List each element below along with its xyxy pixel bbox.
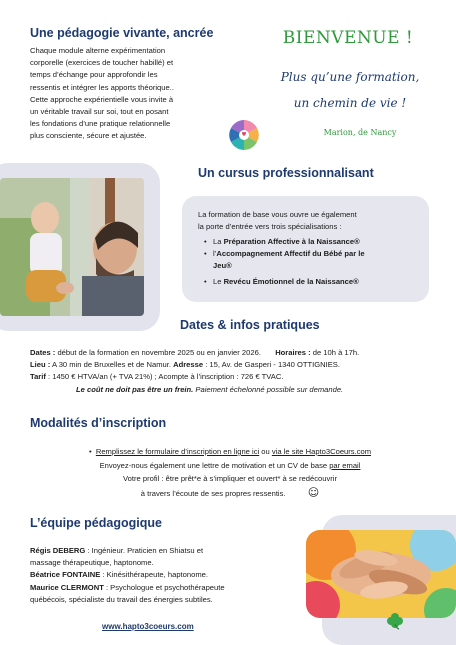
member-name: Maurice CLERMONT	[30, 582, 104, 592]
bullet: •	[88, 447, 96, 456]
pedagogy-line: temps d’échange pour approfondir les	[30, 70, 158, 80]
hands-photo	[306, 530, 456, 618]
place-line	[30, 359, 440, 371]
smiley-icon: ☺	[307, 485, 320, 499]
site-link[interactable]: via le site Hapto3Coeurs.com	[271, 447, 372, 456]
list-item	[213, 248, 423, 260]
pedagogy-line: Cette approche expérientielle vous invite à	[30, 94, 174, 104]
pedagogy-line: corporelle (exercices de toucher habillé) et	[30, 58, 174, 68]
team-member	[30, 545, 290, 557]
or-text: ou	[259, 447, 272, 456]
member-name: Béatrice FONTAINE	[30, 570, 101, 580]
list-item	[213, 236, 423, 248]
payment-note-rest: Paiement échelonné possible sur demande.	[193, 384, 344, 394]
welcome-title: BIENVENUE !	[282, 28, 414, 48]
cursus-intro-line2: la porte d’entrée vers trois spécialisations :	[198, 222, 342, 232]
dates-label: Dates :	[30, 348, 56, 357]
team-title: L’équipe pédagogique	[30, 516, 162, 530]
profile-line2	[30, 486, 430, 501]
cursus-intro-line1: La formation de base vous ouvre ue également	[198, 210, 357, 219]
welcome-tagline-line1: Plus qu’une formation,	[280, 70, 420, 84]
email-link[interactable]: par email	[329, 460, 361, 470]
rate-value: : 1450 € HTVA/an (+ TVA 21%) ; Acompte à l’inscription : 726 € TVAC.	[45, 372, 284, 382]
dates-title: Dates & infos pratiques	[180, 318, 320, 332]
father-baby-photo	[0, 178, 144, 316]
profile-line1: Votre profil : être prêt*e à s’impliquer et ouvert* à se redécouvrir	[123, 474, 337, 483]
member-desc-continuation: québécois, spécialiste du travail des énergies subtiles.	[30, 594, 213, 604]
item-prefix: Le	[213, 276, 224, 286]
dates-value: début de la formation en novembre 2025 ou en janvier 2026.	[55, 348, 261, 357]
dates-info	[30, 347, 440, 396]
item-label-continuation: Jeu®	[213, 261, 232, 271]
rate-line	[30, 371, 440, 383]
clover-icon	[386, 612, 404, 630]
pedagogy-text	[30, 45, 213, 143]
address-label: Adresse	[173, 360, 204, 370]
welcome-signature: Marion, de Nancy	[323, 128, 397, 137]
hapto-logo-icon	[227, 118, 261, 152]
member-desc: : Psychologue et psychothérapeute	[103, 582, 225, 592]
pedagogy-line: plus consciente, sécure et ajustée.	[30, 131, 147, 141]
rate-label: Tarif	[30, 372, 46, 382]
list-item	[213, 276, 423, 288]
place-value: A 30 min de Bruxelles et de Namur.	[50, 360, 171, 370]
welcome-tagline-line2: un chemin de vie !	[293, 96, 407, 110]
website-link[interactable]: www.hapto3coeurs.com	[102, 622, 194, 631]
member-desc-continuation: massage thérapeutique, haptonome.	[30, 558, 154, 568]
cursus-title: Un cursus professionnalisant	[198, 166, 374, 180]
letter-line	[30, 459, 430, 473]
team-member	[30, 569, 290, 581]
team-members	[30, 545, 290, 606]
letter-text: Envoyez-nous également une lettre de motivation et un CV de base	[99, 460, 330, 470]
payment-note	[30, 384, 440, 396]
item-prefix: l’	[213, 249, 217, 259]
member-desc: : Kinésithérapeute, haptonome.	[100, 570, 208, 580]
member-name: Régis DEBERG	[30, 546, 86, 555]
item-label: Accompagnement Affectif du Bébé par le	[216, 249, 365, 259]
registration-links-line	[30, 445, 430, 459]
hours-label: Horaires :	[275, 348, 311, 357]
place-label: Lieu :	[30, 360, 51, 370]
item-label: Revécu Émotionnel de la Naissance®	[223, 276, 359, 286]
pedagogy-title: Une pédagogie vivante, ancrée	[30, 26, 214, 40]
form-link[interactable]: Remplissez le formulaire d’inscription en ligne ici	[95, 447, 260, 456]
payment-note-bold: Le coût ne doit pas être un frein.	[76, 384, 194, 394]
dates-line	[30, 347, 440, 359]
registration-title: Modalités d’inscription	[30, 416, 167, 430]
profile-line2-text: à travers l’écoute de ses propres ressentis.	[140, 488, 286, 498]
cursus-intro	[198, 209, 426, 233]
pedagogy-line: Chaque module alterne expérimentation	[30, 46, 166, 55]
pedagogy-line: un véritable travail sur soi, tout en posant	[30, 107, 169, 117]
registration-info	[30, 445, 430, 500]
address-value: : 15, Av. de Gasperi - 1340 OTTIGNIES.	[203, 360, 340, 370]
item-label: Préparation Affective à la Naissance®	[223, 237, 360, 246]
member-desc: : Ingénieur. Praticien en Shiatsu et	[85, 546, 204, 555]
team-member	[30, 582, 290, 594]
hours-value: de 10h à 17h.	[310, 348, 360, 357]
item-prefix: La	[213, 237, 224, 246]
pedagogy-line: ressentis et intégrer les apports théorique..	[30, 82, 174, 92]
specialisations-list	[213, 236, 423, 288]
pedagogy-line: les fondations d’une pratique relationnelle	[30, 119, 171, 129]
